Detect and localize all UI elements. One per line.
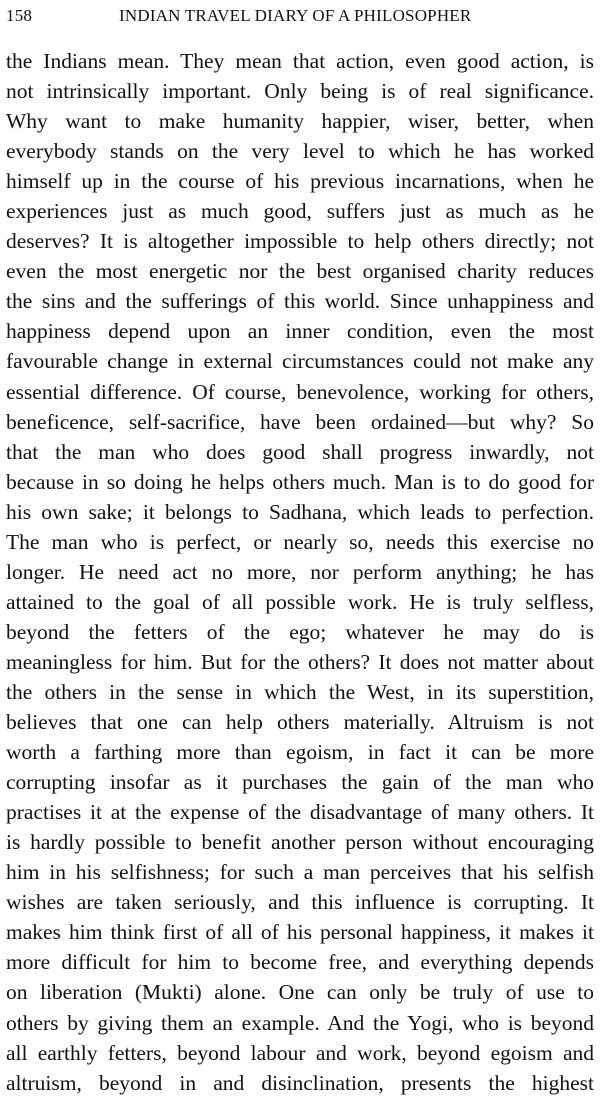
text-line: attained to the goal of all possible work. He is truly selfless,: [6, 589, 594, 614]
text-line: that the man who does good shall progress inwardly, not: [6, 439, 594, 464]
text-line: beneficence, self-sacrifice, have been ordained—but why? So: [6, 409, 594, 434]
body-text: [6, 46, 594, 1098]
text-line: him in his selfishness; for such a man perceives that his selfish: [6, 860, 594, 885]
text-line: on liberation (Mukti) alone. One can only be truly of use to: [6, 980, 594, 1005]
text-line: happiness depend upon an inner condition, even the most: [6, 319, 594, 344]
text-line: Why want to make humanity happier, wiser, better, when: [6, 109, 594, 134]
text-line: believes that one can help others materially. Altruism is not: [6, 710, 594, 735]
text-line: others by giving them an example. And the Yogi, who is beyond: [6, 1010, 594, 1035]
text-line: more difficult for him to become free, and everything depends: [6, 950, 594, 975]
text-line: worth a farthing more than egoism, in fact it can be more: [6, 740, 594, 765]
text-line: himself up in the course of his previous incarnations, when he: [6, 169, 594, 194]
text-line: the sins and the sufferings of this world. Since unhappiness and: [6, 289, 594, 314]
text-line: deserves? It is altogether impossible to help others directly; not: [6, 229, 594, 254]
page-number: 158: [6, 6, 33, 25]
text-line: experiences just as much good, suffers just as much as he: [6, 199, 594, 224]
text-line: everybody stands on the very level to which he has worked: [6, 139, 594, 164]
text-line: the others in the sense in which the West, in its superstition,: [6, 679, 594, 704]
text-line: makes him think first of all of his personal happiness, it makes it: [6, 920, 594, 945]
text-line: corrupting insofar as it purchases the gain of the man who: [6, 770, 594, 795]
text-line: because in so doing he helps others much. Man is to do good for: [6, 469, 594, 494]
text-line: all earthly fetters, beyond labour and work, beyond egoism and: [6, 1040, 594, 1065]
text-line: altruism, beyond in and disinclination, presents the highest: [6, 1070, 594, 1095]
text-line: is hardly possible to benefit another person without encouraging: [6, 830, 594, 855]
text-line: practises it at the expense of the disadvantage of many others. It: [6, 800, 594, 825]
text-line: longer. He need act no more, nor perform anything; he has: [6, 559, 594, 584]
text-line: essential difference. Of course, benevolence, working for others,: [6, 379, 594, 404]
text-line: The man who is perfect, or nearly so, needs this exercise no: [6, 529, 594, 554]
text-line: wishes are taken seriously, and this influence is corrupting. It: [6, 890, 594, 915]
text-line: not intrinsically important. Only being is of real significance.: [6, 79, 594, 104]
text-line: the Indians mean. They mean that action, even good action, is: [6, 49, 594, 73]
running-title: INDIAN TRAVEL DIARY OF A PHILOSOPHER: [119, 6, 472, 25]
text-line: favourable change in external circumstances could not make any: [6, 349, 594, 374]
text-line: beyond the fetters of the ego; whatever he may do is: [6, 619, 594, 644]
text-line: his own sake; it belongs to Sadhana, which leads to perfection.: [6, 499, 594, 524]
running-head: [6, 6, 594, 30]
text-line: meaningless for him. But for the others? It does not matter about: [6, 649, 594, 674]
text-line: even the most energetic nor the best organised charity reduces: [6, 259, 594, 284]
